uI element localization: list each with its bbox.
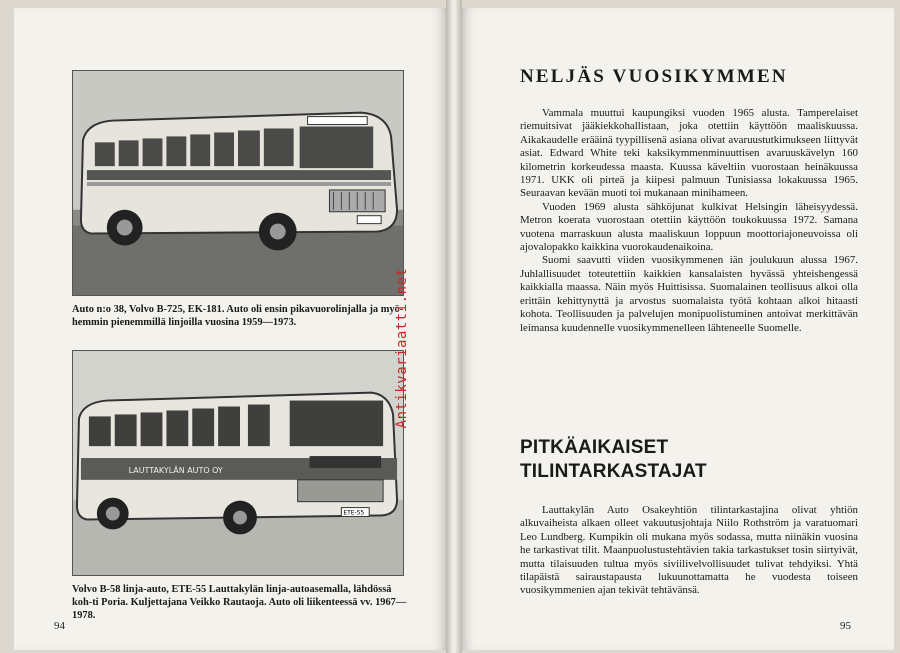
paragraph: Suomi saavutti viiden vuosikymmenen iän joulukuun alussa 1967. Juhlallisuudet toteutettiin kaikkien kansalaisten hyvässä yhteishengessä kaikkialla maassa. Näin myös Huittisissa. Suomalainen teollisuus alkoi olla erittäin kehittynyttä ja arvostus suomalaista työtä kohtaan alkoi hitaasti kohota. Teollisuuden ja palvelujen monipuolistuminen antoivat merkittävän leimansa kuudennelle vuosikymmenelleen lähteneelle Suomelle. bbox=[520, 254, 858, 334]
page-number-right: 95 bbox=[840, 620, 851, 632]
heading-2-line-1: PITKÄAIKAISET bbox=[520, 437, 669, 458]
book-gutter bbox=[446, 0, 462, 653]
page-number-left: 94 bbox=[54, 620, 65, 632]
paragraph: Vuoden 1969 alusta sähköjunat kulkivat Helsingin läheisyydessä. Metron koerata vuorostaan otettiin käyttöön toukokuussa 1972. Samana vuotena marraskuun alusta maaliskuun loppuun moottoriajoneuvoissa oli ajovalopakko kaikkina vuorokaudenaikoina. bbox=[520, 200, 858, 254]
section-1-text bbox=[520, 107, 858, 335]
heading-2-line-2: TILINTARKASTAJAT bbox=[520, 461, 707, 482]
bus-2-illustration bbox=[73, 351, 403, 575]
section-2-text bbox=[520, 504, 858, 598]
bus-photo-volvo-b58 bbox=[72, 350, 404, 576]
left-page bbox=[14, 8, 446, 650]
bus-photo-volvo-b725 bbox=[72, 70, 404, 296]
photo-caption-2: Volvo B-58 linja-auto, ETE-55 Lauttakylän linja-autoasemalla, lähdössä koh-ti Poria. Kuljettajana Veikko Rautaoja. Auto oli liikenteessä vv. 1967—1978. bbox=[72, 584, 407, 621]
bus-side-text: LAUTTAKYLÄN AUTO OY bbox=[128, 465, 223, 475]
bus-plate: ETE-55 bbox=[343, 509, 365, 517]
section-heading-1: NELJÄS VUOSIKYMMEN bbox=[520, 66, 788, 87]
paragraph: Vammala muuttui kaupungiksi vuoden 1965 alusta. Tamperelaiset riemuitsivat jääkiekkohallistaan, joka otettiin käyttöön maaliskuussa. Aikakaudelle erääinä tyypillisenä asiana olivat avaruustutkimukseen liittyvät asiat. Edward White teki kaksikymmenminuuttisen avaruuskävelyn 160 kilometrin korkeudessa maasta. Kuussa käveltiin vuorostaan heinäkuussa 1971. UKK oli pirteä ja kiipesi palmuun Tunisiassa lokakuussa 1965. Seuraavan kevään muoti toi mukanaan minihameen. bbox=[520, 107, 858, 200]
paragraph: Lauttakylän Auto Osakeyhtiön tilintarkastajina olivat yhtiön alkuvaiheista alkaen olleet vakuutusjohtaja Niilo Rothström ja varatuomari Leo Lundberg. Kumpikin oli mukana myös sodassa, mutta niinäkin vuosina he tarkastivat tilit. Maanpuolustustehtävien takia tarkastukset tosin siirtyivät, mutta tilaisuuden tultua myös siviilivelvollisuudet tulivat tehdyiksi. Yhtä tilapäistä sairaustapausta lukuunottamatta he vuodesta toiseen vuosikymmenien ajan tekivät tehtävänsä. bbox=[520, 504, 858, 597]
section-heading-2 bbox=[520, 436, 707, 484]
photo-caption-1: Auto n:o 38, Volvo B-725, EK-181. Auto oli ensin pikavuorolinjalla ja myö-hemmin pienemmillä linjoilla vuosina 1959—1973. bbox=[72, 304, 404, 328]
right-page bbox=[462, 8, 894, 650]
watermark bbox=[392, 248, 412, 448]
watermark-text: Antikvariaatti.net bbox=[394, 267, 410, 429]
bus-1-illustration bbox=[73, 71, 403, 295]
